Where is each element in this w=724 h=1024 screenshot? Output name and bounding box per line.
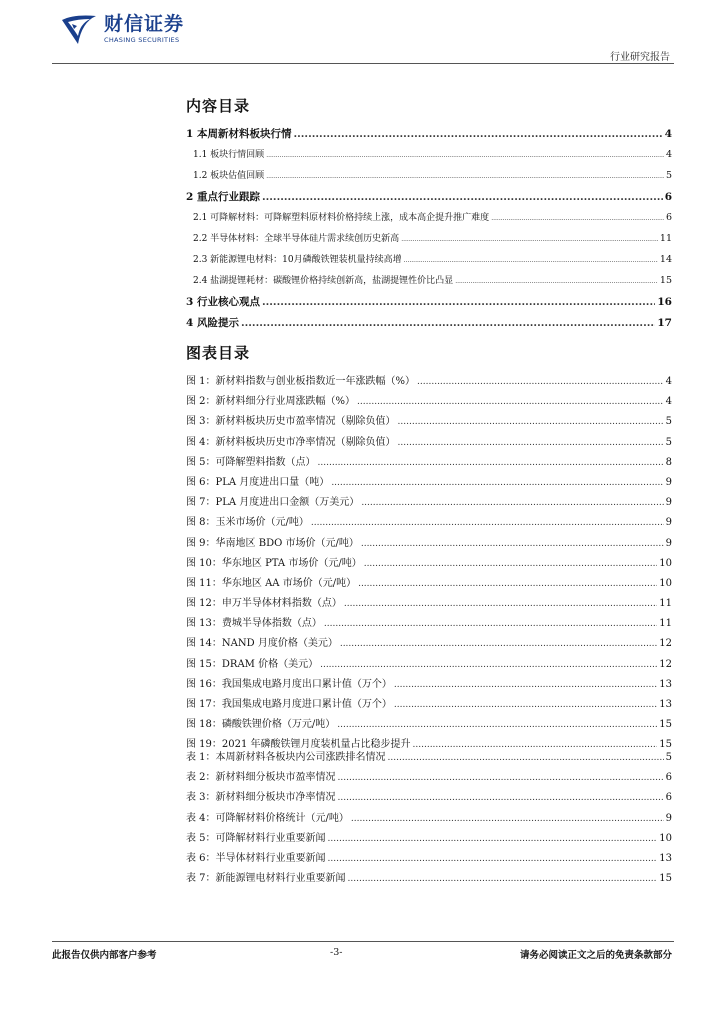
figure-entry-page: 5 [665,416,672,428]
toc-entry[interactable] [186,252,672,273]
table-entry-page: 9 [665,812,672,824]
figure-entry-label: 图 3：新材料板块历史市盈率情况（剔除负值） [186,416,396,428]
table-entry-label: 表 7：新能源锂电材料行业重要新闻 [186,873,346,885]
dot-leader [398,438,664,448]
brand [104,14,184,44]
toc-entry-label: 2.3 新能源锂电材料：10月磷酸铁锂装机量持续高增 [193,255,402,265]
table-entry[interactable] [186,829,672,849]
dot-leader [361,498,663,508]
toc-entry-page: 4 [665,149,672,160]
figure-entry[interactable] [186,392,672,412]
figure-entry-label: 图 15：DRAM 价格（美元） [186,658,319,670]
table-entry-page: 10 [659,832,672,844]
dot-leader [351,814,664,824]
figure-entry-label: 图 1：新材料指数与创业板指数近一年涨跌幅（%） [186,376,416,387]
toc-entry[interactable] [186,189,672,210]
figures-list [186,372,672,756]
figure-entry-label: 图 7：PLA 月度进出口金额（万美元） [186,497,360,509]
toc-entry-label: 1.2 板块估值回顾 [193,171,265,181]
figure-entry-page: 10 [659,557,672,569]
toc-list [186,126,672,336]
toc-entry-label: 1 本周新材料板块行情 [186,128,292,140]
toc-entry-page: 17 [657,317,672,329]
toc-entry[interactable] [186,126,672,147]
toc-entry-page: 14 [659,254,672,265]
table-entry[interactable] [186,869,672,889]
dot-leader [241,317,655,329]
tables-list [186,748,672,889]
figure-entry-page: 9 [665,537,672,549]
table-entry-page: 5 [665,752,672,763]
figure-entry-label: 图 8：玉米市场价（元/吨） [186,517,309,529]
dot-leader [328,834,658,844]
page-number: -3- [330,947,343,958]
page-header [0,0,724,70]
table-entry-page: 13 [659,852,672,864]
company-logo-icon [60,14,98,46]
dot-leader [455,278,658,285]
toc-entry-page: 4 [664,128,672,140]
figure-entry-label: 图 4：新材料板块历史市净率情况（剔除负值） [186,436,396,448]
dot-leader [293,128,662,140]
figure-entry[interactable] [186,372,672,392]
figure-entry-page: 12 [659,658,672,670]
figure-entry-label: 图 16：我国集成电路月度出口累计值（万个） [186,678,392,690]
toc-entry-page: 16 [657,296,672,308]
toc-entry-label: 4 风险提示 [186,317,239,329]
toc-entry-page: 11 [659,233,672,244]
figure-entry[interactable] [186,412,672,432]
figure-entry[interactable] [186,554,672,574]
figure-entry-label: 图 5：可降解塑料指数（点） [186,456,316,468]
figure-entry[interactable] [186,574,672,594]
dot-leader [361,539,664,549]
figure-entry-label: 图 13：费城半导体指数（点） [186,618,322,630]
table-entry-page: 15 [659,873,672,885]
figure-entry[interactable] [186,513,672,533]
figure-entry[interactable] [186,453,672,473]
table-entry[interactable] [186,768,672,788]
dot-leader [320,660,657,670]
figure-entry[interactable] [186,473,672,493]
figure-entry[interactable] [186,715,672,735]
figure-entry-page: 15 [659,719,672,731]
figure-entry[interactable] [186,695,672,715]
table-entry-label: 表 6：半导体材料行业重要新闻 [186,852,326,864]
dot-leader [358,579,657,589]
dot-leader [331,478,663,488]
dot-leader [388,753,664,763]
dot-leader [262,191,663,203]
figure-entry-label: 图 6：PLA 月度进出口量（吨） [186,476,330,488]
header-divider [52,63,674,64]
figure-entry-label: 图 11：华东地区 AA 市场价（元/吨） [186,577,357,589]
table-entry-page: 6 [665,772,672,784]
table-entry-label: 表 4：可降解材料价格统计（元/吨） [186,812,349,824]
dot-leader [357,397,664,407]
toc-entry-label: 2.2 半导体材料：全球半导体硅片需求续创历史新高 [193,234,400,244]
table-entry[interactable] [186,849,672,869]
figure-entry-page: 10 [659,577,672,589]
dot-leader [398,417,664,427]
table-entry[interactable] [186,748,672,768]
dot-leader [404,257,658,264]
footer-divider [52,941,674,942]
toc-entry[interactable] [186,273,672,294]
report-type: 行业研究报告 [610,52,670,63]
table-entry-page: 6 [665,792,672,804]
dot-leader [401,236,658,243]
toc-entry[interactable] [186,231,672,252]
table-entry[interactable] [186,809,672,829]
figure-entry[interactable] [186,675,672,695]
toc-entry[interactable] [186,147,672,168]
figure-entry-page: 15 [659,739,672,751]
figure-entry-page: 9 [665,497,672,509]
toc-entry-label: 3 行业核心观点 [186,296,260,308]
figures-title: 图表目录 [186,344,251,362]
footer-notice: 请务必阅读正文之后的免责条款部分 [519,950,672,961]
toc-entry-label: 1.1 板块行情回顾 [193,150,265,160]
dot-leader [311,518,664,528]
dot-leader [338,773,664,783]
figure-entry-page: 13 [659,699,672,710]
dot-leader [344,599,657,609]
brand-name-en: CHASING SECURITIES [104,36,180,44]
figure-entry-page: 9 [665,476,672,488]
figure-entry[interactable] [186,634,672,654]
dot-leader [394,700,657,710]
figure-entry-page: 11 [659,618,672,630]
dot-leader [318,458,664,468]
figure-entry-label: 图 9：华南地区 BDO 市场价（元/吨） [186,537,359,549]
toc-entry[interactable] [186,294,672,315]
figure-entry-page: 11 [659,598,672,610]
figure-entry-page: 9 [665,517,672,529]
figure-entry-label: 图 18：磷酸铁锂价格（万元/吨） [186,719,336,731]
dot-leader [328,854,658,864]
figure-entry[interactable] [186,534,672,554]
dot-leader [337,720,657,730]
figure-entry[interactable] [186,433,672,453]
dot-leader [266,173,664,180]
dot-leader [324,619,657,629]
figure-entry[interactable] [186,614,672,634]
dot-leader [266,152,664,159]
footer-disclaimer: 此报告仅供内部客户参考 [52,950,157,961]
figure-entry-label: 图 19：2021 年磷酸铁锂月度装机量占比稳步提升 [186,739,411,751]
figure-entry-label: 图 14：NAND 月度价格（美元） [186,638,338,650]
dot-leader [394,680,657,690]
dot-leader [364,559,658,569]
table-entry-label: 表 2：新材料细分板块市盈率情况 [186,772,336,784]
dot-leader [338,793,664,803]
dot-leader [348,874,658,884]
dot-leader [417,377,664,387]
table-entry[interactable] [186,788,672,808]
table-entry-label: 表 5：可降解材料行业重要新闻 [186,832,326,844]
figure-entry-page: 12 [659,638,672,650]
figure-entry-label: 图 12：申万半导体材料指数（点） [186,598,342,610]
toc-entry[interactable] [186,315,672,336]
toc-entry-label: 2 重点行业跟踪 [186,191,260,203]
toc-entry-page: 5 [665,170,672,181]
dot-leader [340,639,657,649]
toc-entry[interactable] [186,168,672,189]
toc-entry-page: 15 [659,275,672,286]
figure-entry-page: 8 [665,456,672,468]
dot-leader [491,215,664,222]
dot-leader [262,296,655,308]
figure-entry-label: 图 17：我国集成电路月度进口累计值（万个） [186,699,392,710]
figure-entry[interactable] [186,493,672,513]
toc-entry-label: 2.1 可降解材料：可降解塑料原材料价格持续上涨，成本高企提升推广难度 [193,213,490,223]
figure-entry-label: 图 10：华东地区 PTA 市场价（元/吨） [186,557,362,569]
figure-entry-page: 4 [665,396,672,408]
figure-entry[interactable] [186,655,672,675]
figure-entry-page: 5 [665,436,672,448]
toc-title: 内容目录 [186,97,251,115]
figure-entry-page: 4 [665,376,672,387]
table-entry-label: 表 1：本周新材料各板块内公司涨跌排名情况 [186,752,386,763]
figure-entry-page: 13 [659,678,672,690]
table-entry-label: 表 3：新材料细分板块市净率情况 [186,792,336,804]
toc-entry-page: 6 [664,191,672,203]
toc-entry[interactable] [186,210,672,231]
figure-entry[interactable] [186,594,672,614]
toc-entry-label: 2.4 盐湖提锂耗材：碳酸锂价格持续创新高，盐湖提锂性价比凸显 [193,276,454,286]
brand-name-cn: 财信证券 [104,13,185,35]
toc-entry-page: 6 [665,212,672,223]
figure-entry-label: 图 2：新材料细分行业周涨跌幅（%） [186,396,356,408]
